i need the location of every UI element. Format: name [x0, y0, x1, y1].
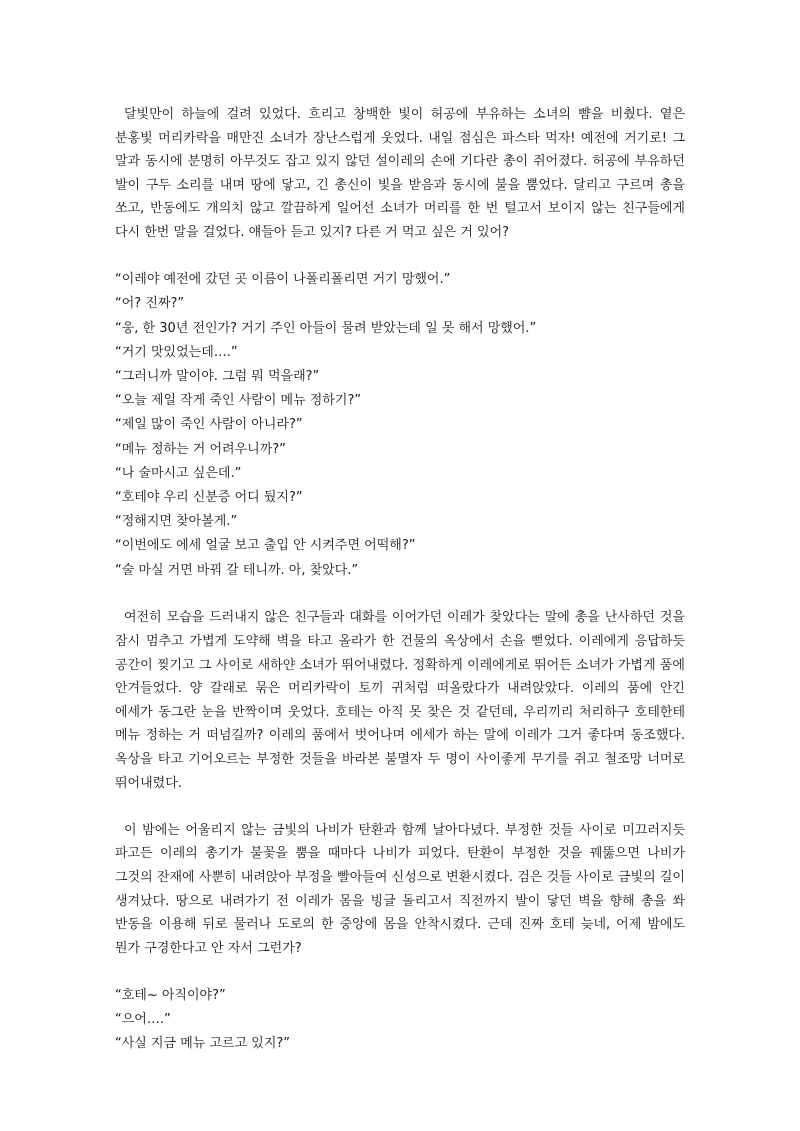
dialogue-line: “술 마실 거면 바꿔 갈 테니까. 아, 찾았다.” [115, 562, 359, 578]
dialogue-line: “거기 맛있었는데….” [115, 344, 238, 360]
dialogue-line: “호테~ 아직이야?” [115, 987, 226, 1003]
dialogue-line: “사실 지금 메뉴 고르고 있지?” [115, 1036, 291, 1052]
dialogue-block-1 [115, 268, 685, 583]
dialogue-line: “이레야 예전에 갔던 곳 이름이 나폴리폴리면 거기 망했어.” [115, 272, 451, 288]
dialogue-line: “웅, 한 30년 전인가? 거기 주인 아들이 물려 받았는데 일 못 해서 망했어.” [115, 320, 537, 336]
dialogue-line: “이번에도 에세 얼굴 보고 출입 안 시켜주면 어떡해?” [115, 538, 416, 554]
dialogue-line: “나 술마시고 싶은데.” [115, 465, 242, 481]
dialogue-line: “제일 많이 죽인 사람이 아니라?” [115, 417, 303, 433]
dialogue-line: “으어….” [115, 1012, 171, 1028]
dialogue-line: “어? 진짜?” [115, 296, 185, 312]
document-page [115, 103, 685, 1080]
paragraph-2: 여전히 모습을 드러내지 않은 친구들과 대화를 이어가던 이레가 찾았다는 말에 총을 난사하던 것을 잠시 멈추고 가볍게 도약해 벽을 타고 올라가 한 건물의 옥상에서 손을 뻗었다. 이레에게 응답하듯 공간이 찢기고 그 사이로 새하얀 소녀가 뛰어내렸다. 정확하게 이레에게로 뛰어든 소녀가 가볍게 품에 안겨들었다. 양 갈래로 묶은 머리카락이 토끼 귀처럼 떠올랐다가 내려앉았다. 이레의 품에 안긴 에세가 동그란 눈을 반짝이며 웃었다. 호테는 아직 못 찾은 것 같던데, 우리끼리 처리하구 호테한테 메뉴 정하는 거 떠넘길까? 이레의 품에서 벗어나며 에세가 하는 말에 이레가 그거 좋다며 동조했다. 옥상을 타고 기어오르는 부정한 것들을 바라본 불멸자 두 명이 사이좋게 무기를 쥐고 철조망 너머로 뛰어내렸다. [115, 610, 685, 791]
paragraph-3: 이 밤에는 어울리지 않는 금빛의 나비가 탄환과 함께 날아다녔다. 부정한 것들 사이로 미끄러지듯 파고든 이레의 총기가 불꽃을 뿜을 때마다 나비가 피었다. 탄환이 부정한 것을 꿰뚫으면 나비가 그것의 잔재에 사뿐히 내려앉아 부정을 빨아들여 신성으로 변환시켰다. 검은 것들 사이로 금빛의 길이 생겨났다. 땅으로 내려가기 전 이레가 몸을 빙글 돌리고서 직전까지 발이 닿던 벽을 향해 총을 쏴 반동을 이용해 뒤로 물러나 도로의 한 중앙에 몸을 안착시켰다. 근데 진짜 호테 늦네, 어제 밤에도 뭔가 구경한다고 안 자서 그런가? [115, 822, 685, 956]
dialogue-line: “정해지면 찾아볼게.” [115, 514, 238, 530]
dialogue-line: “오늘 제일 작게 죽인 사람이 메뉴 정하기?” [115, 393, 362, 409]
paragraph-1: 달빛만이 하늘에 걸려 있었다. 흐리고 창백한 빛이 허공에 부유하는 소녀의 뺨을 비췄다. 옅은 분홍빛 머리카락을 매만진 소녀가 장난스럽게 웃었다. 내일 점심은 파스타 먹자! 예전에 거기로! 그 말과 동시에 분명히 아무것도 잡고 있지 않던 설이레의 손에 기다란 총이 쥐어졌다. 허공에 부유하던 발이 구두 소리를 내며 땅에 닿고, 긴 총신이 빛을 받음과 동시에 불을 뿜었다. 달리고 구르며 총을 쏘고, 반동에도 개의치 않고 깔끔하게 일어선 소녀가 머리를 한 번 털고서 보이지 않는 친구들에게 다시 한번 말을 걸었다. 얘들아 듣고 있지? 다른 거 먹고 싶은 거 있어? [115, 107, 685, 240]
dialogue-line: “메뉴 정하는 거 어려우니까?” [115, 441, 286, 457]
dialogue-line: “호테야 우리 신분증 어디 뒀지?” [115, 489, 303, 505]
dialogue-block-2 [115, 984, 685, 1057]
dialogue-line: “그러니까 말이야. 그럼 뭐 먹을래?” [115, 368, 320, 384]
